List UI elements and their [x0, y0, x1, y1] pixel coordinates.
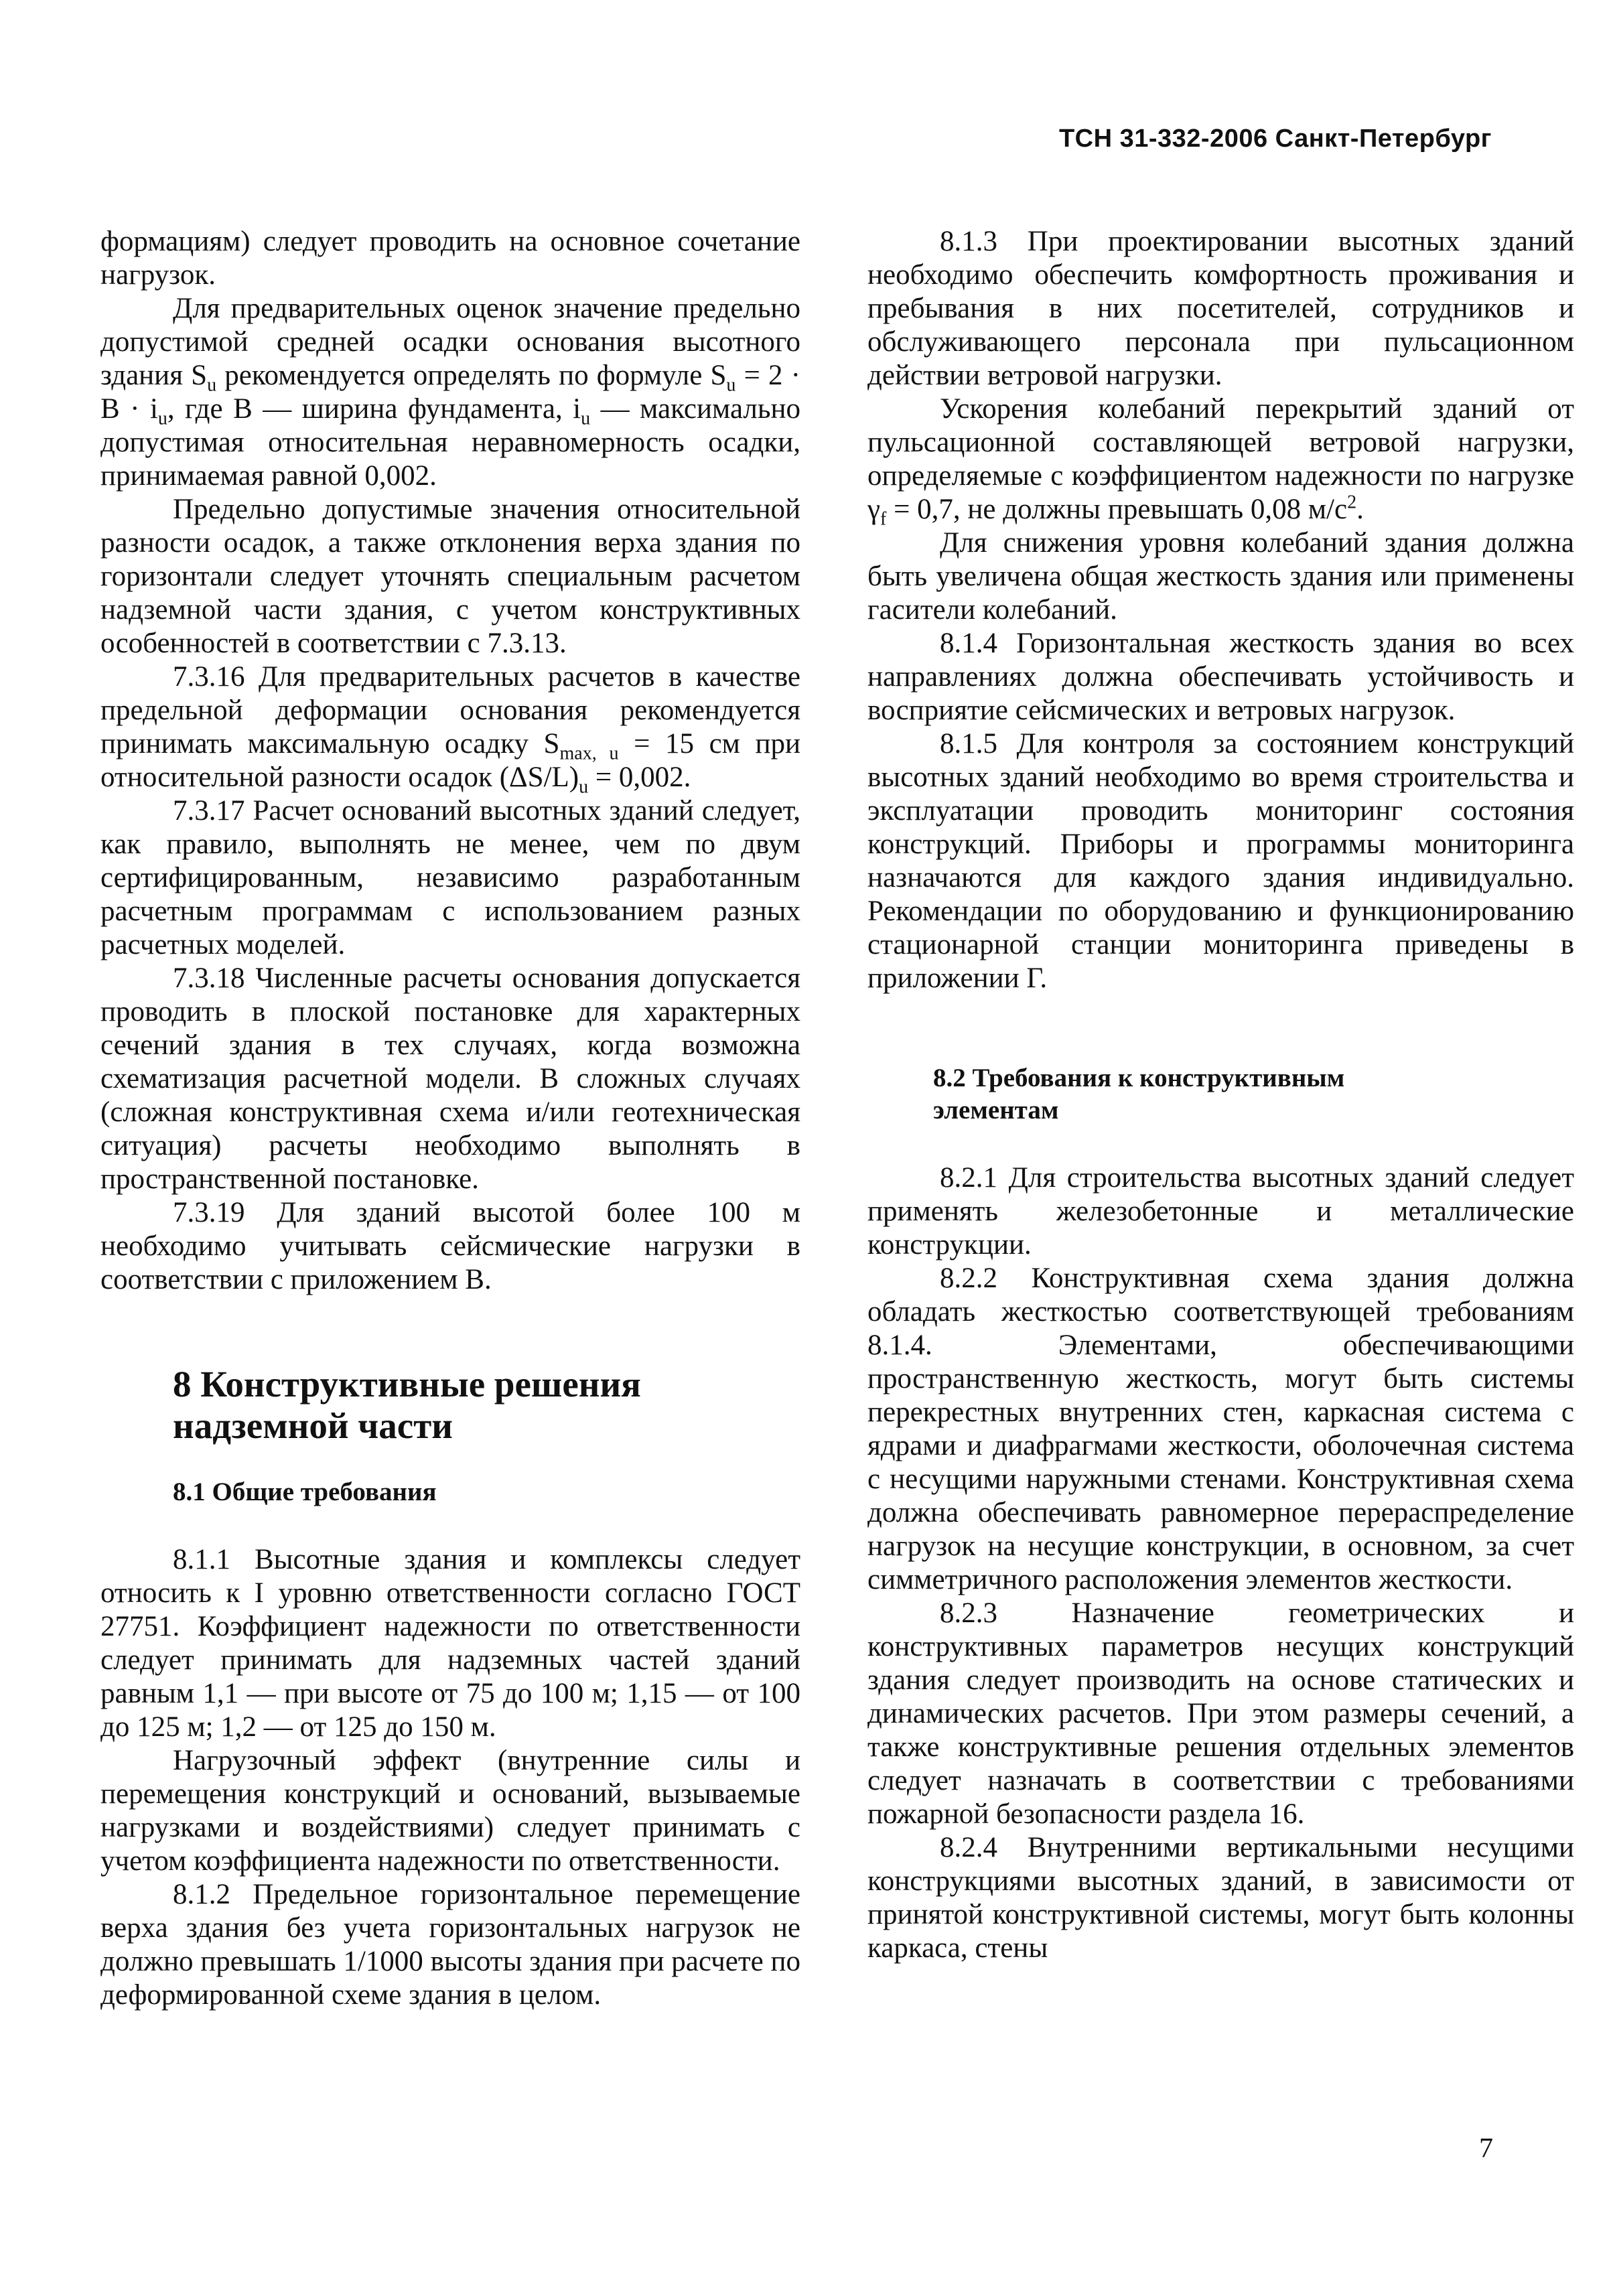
page-number: 7: [1479, 2133, 1493, 2164]
paragraph: Для снижения уровня колебаний здания должна быть увеличена общая жесткость здания или применены гасители колебаний.: [867, 527, 1574, 626]
paragraph: 8.1.1 Высотные здания и комплексы следует относить к I уровню ответственности согласно ГОСТ 27751. Коэффициент надежности по ответственности следует принимать для надземных частей зданий равным 1,1 — при высоте от 75 до 100 м; 1,15 — от 100 до 125 м; 1,2 — от 125 до 150 м.: [100, 1544, 800, 1743]
paragraph: Предельно допустимые значения относительной разности осадок, а также отклонения верха здания по горизонтали следует уточнять специальным расчетом надземной части здания, с учетом конструктивных особенностей в соответствии с 7.3.13.: [100, 494, 800, 659]
paragraph: 8.1.3 При проектировании высотных зданий необходимо обеспечить комфортность проживания и пребывания в них посетителей, сотрудников и обслуживающего персонала при пульсационном действии ветровой нагрузки.: [867, 226, 1574, 391]
paragraph: 7.3.19 Для зданий высотой более 100 м необходимо учитывать сейсмические нагрузки в соответствии с приложением В.: [100, 1197, 800, 1295]
section-heading: 8 Конструктивные решения надземной части: [173, 1364, 641, 1446]
paragraph: 8.2.4 Внутренними вертикальными несущими конструкциями высотных зданий, в зависимости от принятой конструктивной системы, могут быть колонны каркаса, стены: [867, 1832, 1574, 1964]
right-column: [867, 225, 1574, 1965]
paragraph: формациям) следует проводить на основное сочетание нагрузок.: [100, 226, 800, 291]
left-column: [100, 225, 800, 2012]
paragraph: 8.2.3 Назначение геометрических и конструктивных параметров несущих конструкций здания следует производить на основе статических и динамических расчетов. При этом размеры сечений, а также конструктивные решения отдельных элементов следует назначать в соответствии с требованиями пожарной безопасности раздела 16.: [867, 1597, 1574, 1830]
paragraph: Нагрузочный эффект (внутренние силы и перемещения конструкций и оснований, вызываемые нагрузками и воздействиями) следует принимать с учетом коэффициента надежности по ответственности.: [100, 1745, 800, 1877]
paragraph: 8.1.5 Для контроля за состоянием конструкций высотных зданий необходимо во время строительства и эксплуатации проводить мониторинг состояния конструкций. Приборы и программы мониторинга назначаются для каждого здания индивидуально. Рекомендации по оборудованию и функционированию стационарной станции мониторинга приведены в приложении Г.: [867, 728, 1574, 994]
paragraph: Для предварительных оценок значение предельно допустимой средней осадки основания высотного здания $S_u$ рекомендуется определять по формуле $S_u = 2 \cdot B \cdot i_u$, где B — ширина фундамента, $i_u$ — максимально допустимая относительная неравномерность осадки, принимаемая равной 0,002.: [100, 293, 800, 492]
document-header: ТСН 31-332-2006 Санкт-Петербург: [1058, 125, 1492, 153]
paragraph: 8.2.1 Для строительства высотных зданий следует применять железобетонные и металлические конструкции.: [867, 1162, 1574, 1261]
subsection-heading: 8.1 Общие требования: [173, 1478, 437, 1506]
paragraph: Ускорения колебаний перекрытий зданий от пульсационной составляющей ветровой нагрузки, определяемые с коэффициентом надежности по нагрузке $\gamma_f = 0,7$, не должны превышать 0,08 $м/с^2$.: [867, 393, 1574, 530]
subsection-heading: 8.2 Требования к конструктивным элементам: [933, 1064, 1345, 1125]
paragraph: 8.2.2 Конструктивная схема здания должна обладать жесткостью соответствующей требованиям 8.1.4. Элементами, обеспечивающими пространственную жесткость, могут быть системы перекрестных внутренних стен, каркасная система с ядрами и диафрагмами жесткости, оболочечная система с несущими наружными стенами. Конструктивная схема должна обеспечивать равномерное перераспределение нагрузок на несущие конструкции, в основном, за счет симметричного расположения элементов жесткости.: [867, 1263, 1574, 1595]
paragraph: 7.3.17 Расчет оснований высотных зданий следует, как правило, выполнять не менее, чем по двум сертифицированным, независимо разработанным расчетным программам с использованием разных расчетных моделей.: [100, 795, 800, 960]
paragraph: 8.1.4 Горизонтальная жесткость здания во всех направлениях должна обеспечивать устойчивость и восприятие сейсмических и ветровых нагрузок.: [867, 628, 1574, 726]
paragraph: 7.3.16 Для предварительных расчетов в качестве предельной деформации основания рекомендуется принимать максимальную осадку $S_{max, u} = 15$ см при относительной разности осадок $(\Delta S/L)_u = 0,002$.: [100, 661, 800, 798]
paragraph: 8.1.2 Предельное горизонтальное перемещение верха здания без учета горизонтальных нагрузок не должно превышать 1/1000 высоты здания при расчете по деформированной схеме здания в целом.: [100, 1879, 800, 2011]
paragraph: 7.3.18 Численные расчеты основания допускается проводить в плоской постановке для характерных сечений здания в тех случаях, когда возможна схематизация расчетной модели. В сложных случаях (сложная конструктивная схема и/или геотехническая ситуация) расчеты необходимо выполнять в пространственной постановке.: [100, 962, 800, 1195]
